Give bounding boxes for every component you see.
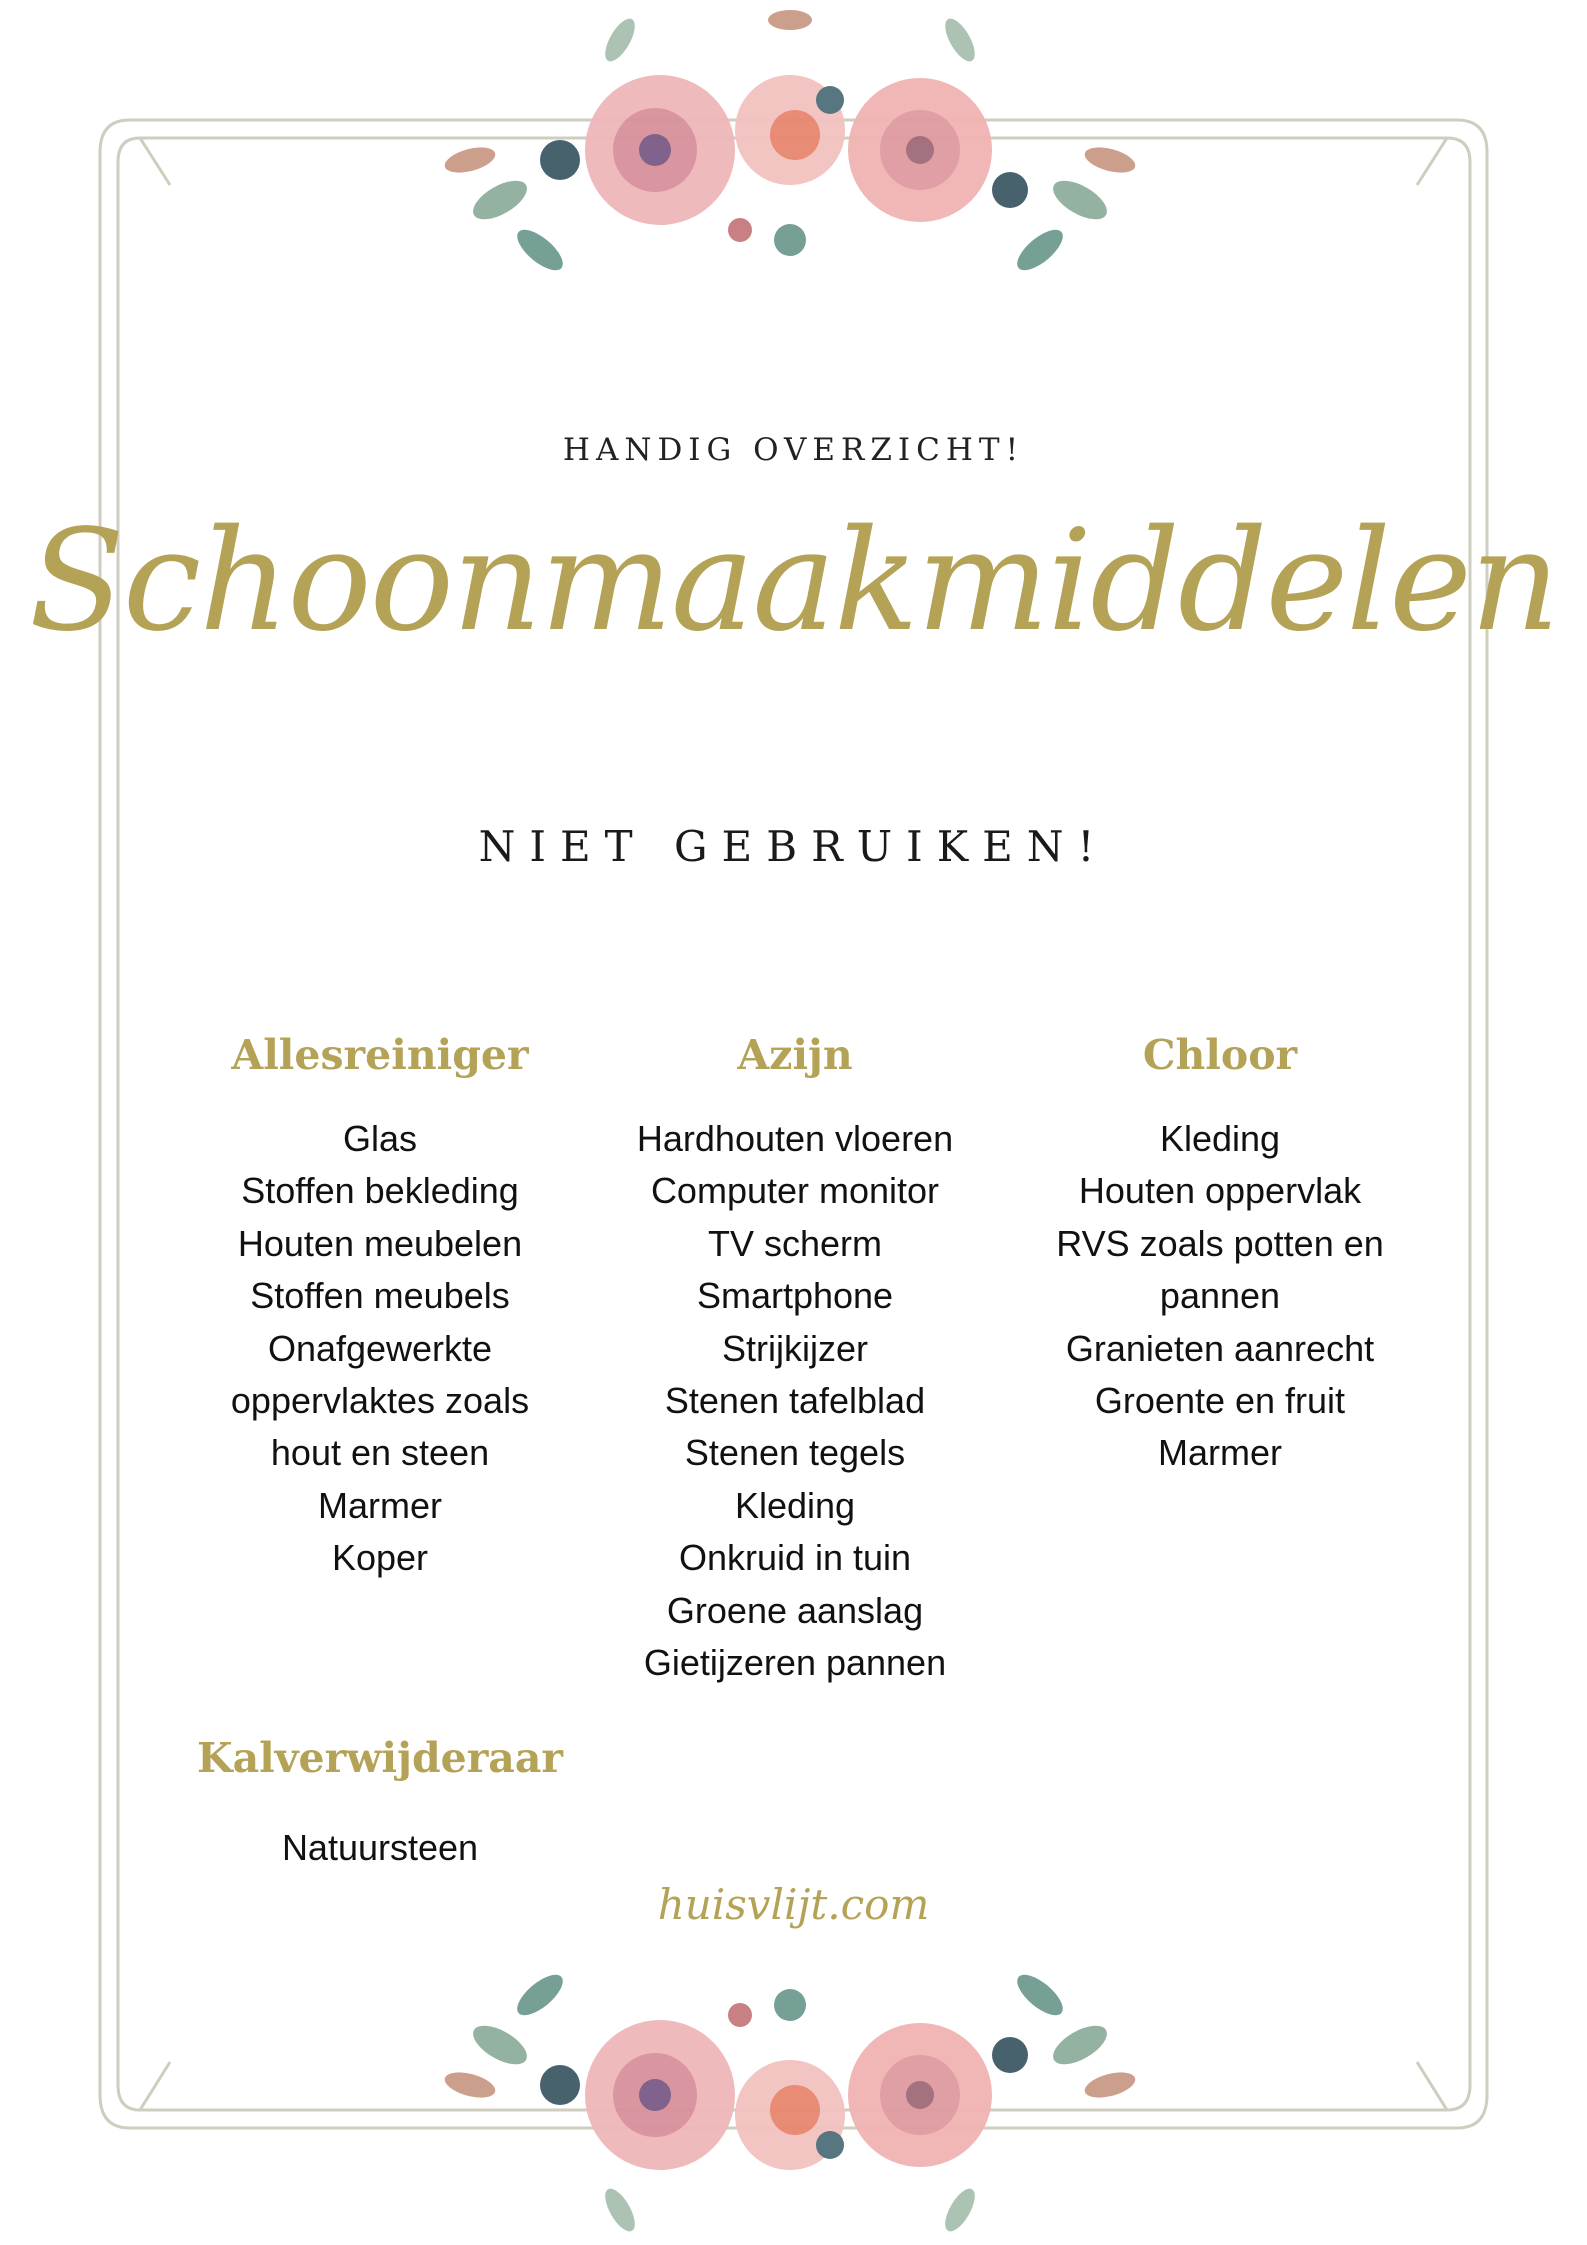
column-azijn [600,1027,990,1689]
column-chloor [1020,1027,1420,1480]
list-item: Stoffen meubels [250,1275,510,1317]
column-heading: Allesreiniger [231,1031,529,1079]
list-item: pannen [1159,1275,1281,1317]
list-item: Stenen tegels [684,1432,906,1474]
floral-garland-bottom [400,1925,1180,2245]
list-item: Groente en fruit [1094,1380,1346,1422]
list-item: Glas [342,1118,418,1159]
list-item: Groene aanslag [666,1589,924,1631]
column-allesreiniger [190,1027,570,1585]
list-item: Stenen tafelblad [664,1380,926,1422]
list-item: Kleding [1159,1118,1281,1159]
list-item: TV scherm [707,1222,883,1264]
list-item: RVS zoals potten en [1056,1222,1384,1264]
item-list [180,1822,580,1874]
item-list [1020,1113,1420,1480]
column-heading: Azijn [737,1031,853,1079]
list-item: oppervlaktes zoals [230,1380,530,1422]
footer-site: huisvlijt.com [657,1880,930,1929]
list-item: Stoffen bekleding [241,1170,519,1212]
item-list [190,1113,570,1585]
list-item: Marmer [318,1484,442,1526]
list-item: Marmer [1158,1432,1282,1474]
column-heading: Kalverwijderaar [196,1734,564,1782]
page-title: Schoonmaakmiddelen [28,500,1559,663]
list-item: Onkruid in tuin [678,1537,912,1579]
list-item: hout en steen [270,1432,490,1474]
column-heading: Chloor [1142,1031,1298,1079]
list-item: Strijkijzer [721,1327,868,1369]
list-item: Computer monitor [650,1170,940,1212]
list-item: Koper [331,1537,429,1579]
eyebrow-text: HANDIG OVERZICHT! [562,432,1025,468]
list-item: Onafgewerkte [267,1327,493,1369]
list-item: Gietijzeren pannen [643,1642,947,1684]
list-item: Hardhouten vloeren [636,1118,954,1159]
page-subtitle: NIET GEBRUIKEN! [478,822,1109,871]
list-item: Granieten aanrecht [1065,1327,1375,1369]
floral-garland-top [400,0,1180,320]
item-list [600,1113,990,1689]
list-item: Houten meubelen [237,1222,523,1264]
list-item: Kleding [734,1484,856,1526]
list-item: Natuursteen [281,1827,479,1868]
list-item: Smartphone [696,1275,894,1317]
column-kalverwijderaar [180,1730,580,1874]
list-item: Houten oppervlak [1078,1170,1362,1212]
